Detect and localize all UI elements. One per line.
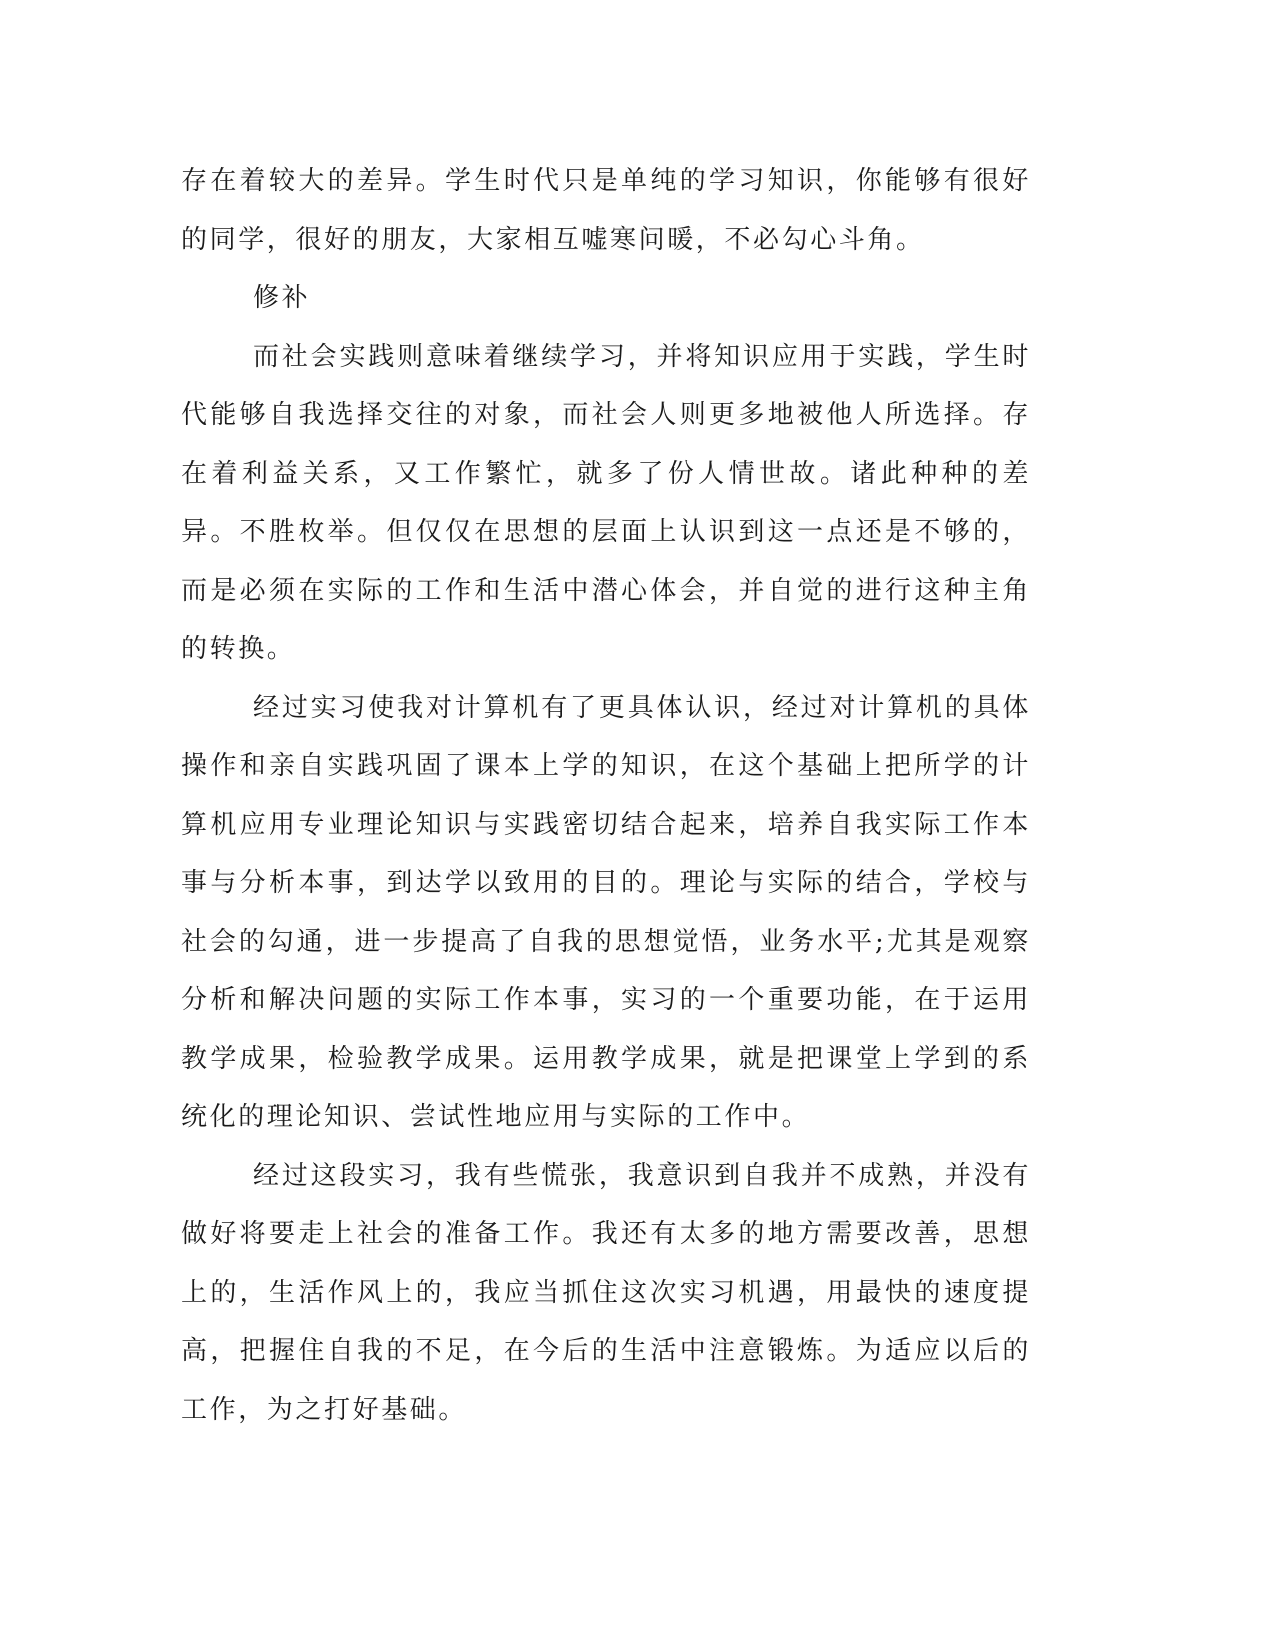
paragraph-2: 修补 xyxy=(253,283,311,313)
paragraph-4: 经过实习使我对计算机有了更具体认识，经过对计算机的具体操作和亲自实践巩固了课本上学的知识，在这个基础上把所学的计算机应用专业理论知识与实践密切结合起来，培养自我实际工作本事与分析本事，到达学以致用的目的。理论与实际的结合，学校与社会的勾通，进一步提高了自我的思想觉悟，业务水平;尤其是观察分析和解决问题的实际工作本事，实习的一个重要功能，在于运用教学成果，检验教学成果。运用教学成果，就是把课堂上学到的系统化的理论知识、尝试性地应用与实际的工作中。 xyxy=(181,692,1031,1132)
paragraph-3: 而社会实践则意味着继续学习，并将知识应用于实践，学生时代能够自我选择交往的对象，而社会人则更多地被他人所选择。存在着利益关系，又工作繁忙，就多了份人情世故。诸此种种的差异。不胜枚举。但仅仅在思想的层面上认识到这一点还是不够的，而是必须在实际的工作和生活中潜心体会，并自觉的进行这种主角的转换。 xyxy=(181,341,1031,664)
paragraph-5: 经过这段实习，我有些慌张，我意识到自我并不成熟，并没有做好将要走上社会的准备工作。我还有太多的地方需要改善，思想上的，生活作风上的，我应当抓住这次实习机遇，用最快的速度提高，把握住自我的不足，在今后的生活中注意锻炼。为适应以后的工作，为之打好基础。 xyxy=(181,1160,1031,1425)
paragraph-1: 存在着较大的差异。学生时代只是单纯的学习知识，你能够有很好的同学，很好的朋友，大家相互嘘寒问暖，不必勾心斗角。 xyxy=(181,166,1031,255)
document-body xyxy=(181,152,1031,1439)
